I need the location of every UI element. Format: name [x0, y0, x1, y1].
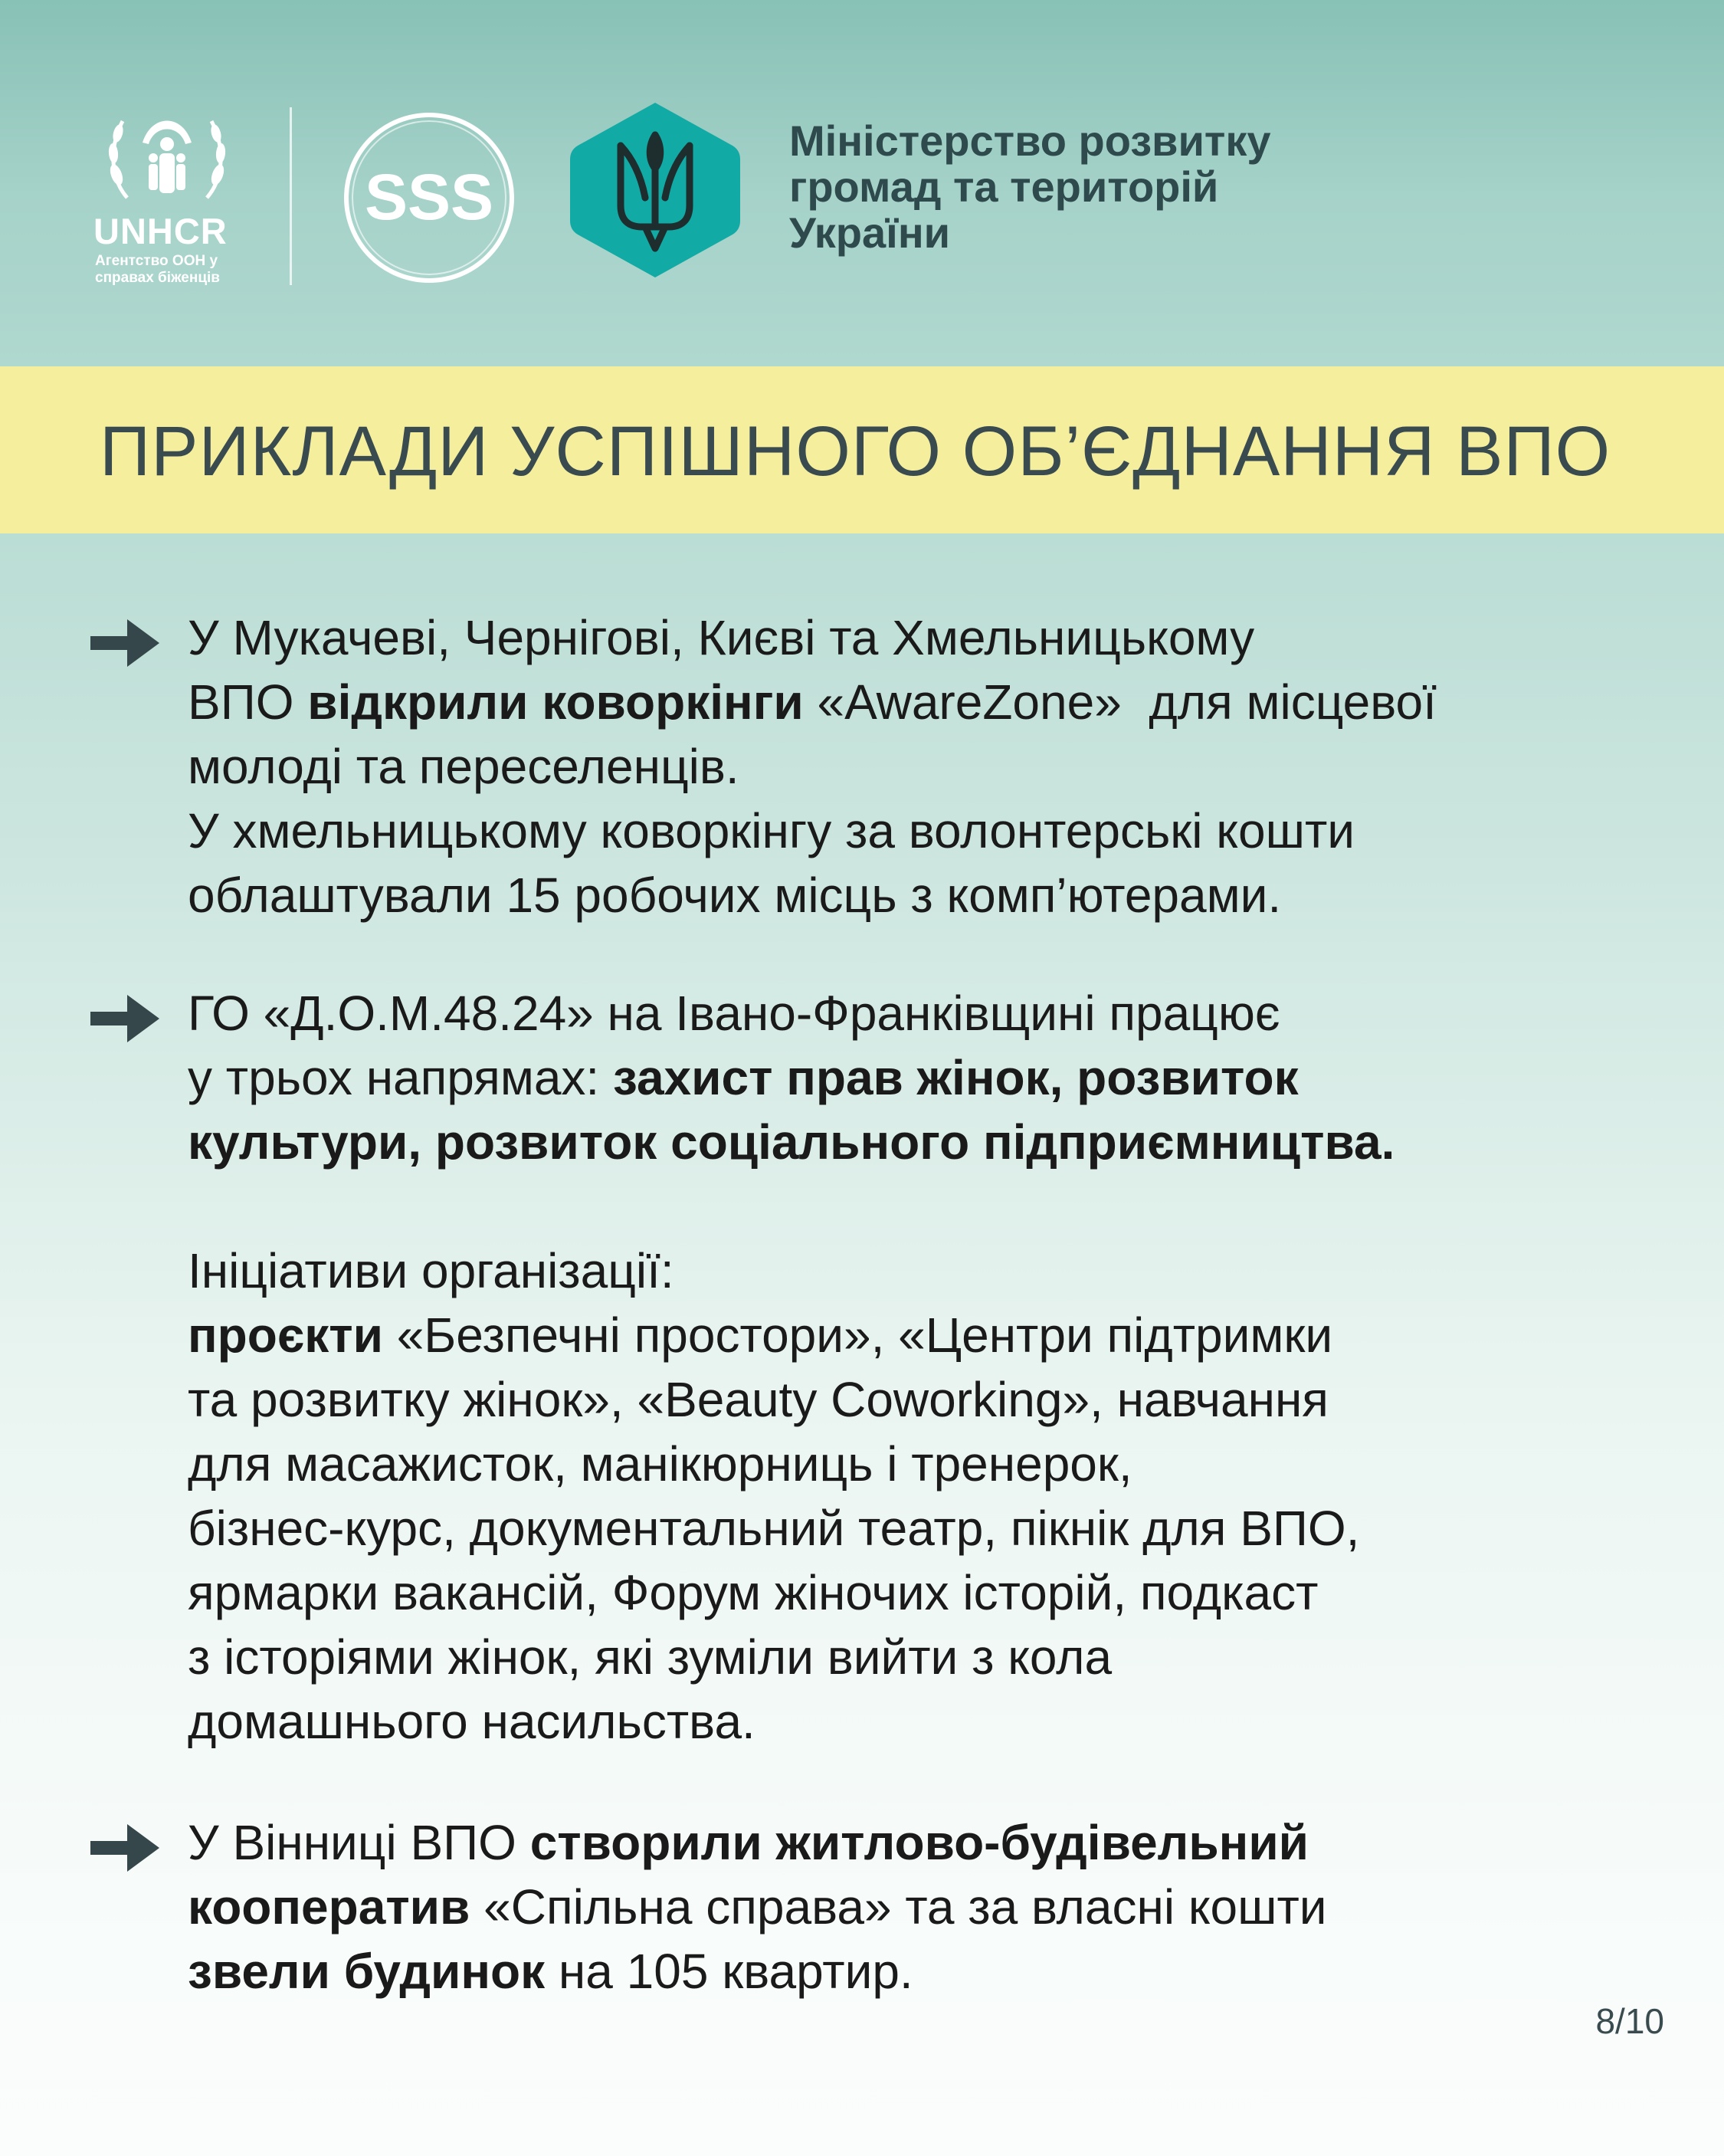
text-line	[188, 670, 1682, 734]
unhcr-name: UNHCR	[93, 211, 228, 251]
text-line: бізнес-курс, документальний театр, пікнік для ВПО,	[188, 1501, 1360, 1556]
blank-line	[188, 1174, 1682, 1239]
text-line: та розвитку жінок», «Beauty Coworking», навчання	[188, 1372, 1329, 1427]
text-span: «AwareZone» для місцевої	[803, 674, 1437, 730]
bold-text: кооператив	[188, 1879, 470, 1934]
bold-text: відкрили коворкінги	[307, 674, 804, 730]
ministry-name-line: Міністерство розвитку	[789, 116, 1271, 165]
ministry-logo	[565, 98, 745, 282]
text-line	[188, 1875, 1682, 1939]
arrow-right-icon	[90, 1823, 161, 1873]
text-span: на 105 квартир.	[545, 1944, 913, 1999]
sss-logo	[339, 107, 519, 288]
unhcr-logo	[90, 106, 244, 290]
text-line	[188, 1303, 1682, 1367]
unhcr-subtitle	[95, 253, 248, 287]
arrow-right-icon	[90, 993, 161, 1044]
ministry-name-line: України	[789, 208, 951, 257]
header	[0, 0, 1724, 366]
ministry-name	[789, 118, 1271, 256]
text-line: з історіями жінок, які зуміли вийти з кола	[188, 1629, 1113, 1685]
text-line: домашнього насильства.	[188, 1694, 755, 1749]
text-line: облаштували 15 робочих місць з комп’ютерами.	[188, 868, 1282, 923]
logo-divider	[290, 107, 292, 285]
text-span: у трьох напрямах:	[188, 1050, 613, 1105]
bold-text: звели будинок	[188, 1944, 546, 1999]
text-span: У Вінниці ВПО	[188, 1815, 530, 1870]
text-line: Ініціативи організації:	[188, 1243, 674, 1298]
bold-text: культури, розвиток соціального підприємництва.	[188, 1114, 1395, 1170]
page-number: 8/10	[1595, 2001, 1664, 2041]
text-line: У Мукачеві, Чернігові, Києві та Хмельницькому	[188, 610, 1255, 665]
text-line: молоді та переселенців.	[188, 739, 739, 794]
arrow-right-icon	[90, 618, 161, 668]
text-line	[188, 1939, 1682, 2003]
trident-icon	[565, 98, 745, 282]
page-title: ПРИКЛАДИ УСПІШНОГО ОБ’ЄДНАННЯ ВПО	[100, 412, 1611, 491]
text-line	[188, 1045, 1682, 1110]
text-span: «Безпечні простори», «Центри підтримки	[382, 1308, 1333, 1363]
text-line: У хмельницькому коворкінгу за волонтерські кошти	[188, 803, 1355, 858]
unhcr-subtitle-line: справах біженців	[95, 270, 220, 286]
unhcr-subtitle-line: Агентство ООН у	[95, 253, 218, 269]
ministry-name-line: громад та територій	[789, 162, 1219, 211]
sss-circle-icon	[339, 107, 519, 288]
text-line: для масажисток, манікюрниць і тренерок,	[188, 1436, 1132, 1491]
item-text	[188, 1810, 1682, 2003]
item-text	[188, 981, 1682, 1754]
text-span: «Спільна справа» та за власні кошти	[470, 1879, 1327, 1934]
bold-text: проєкти	[188, 1308, 383, 1363]
text-line: ярмарки вакансій, Форум жіночих історій, подкаст	[188, 1565, 1319, 1620]
unhcr-emblem-icon	[106, 106, 228, 205]
bold-text: створили житлово-будівельний	[529, 1815, 1309, 1870]
text-line: ГО «Д.О.М.48.24» на Івано-Франківщині працює	[188, 986, 1280, 1041]
sss-text: SSS	[364, 161, 494, 233]
bold-text: захист прав жінок, розвиток	[612, 1050, 1299, 1105]
item-text	[188, 605, 1682, 927]
text-span: ВПО	[188, 674, 308, 730]
text-line	[188, 1810, 1682, 1875]
text-line	[188, 1110, 1682, 1174]
